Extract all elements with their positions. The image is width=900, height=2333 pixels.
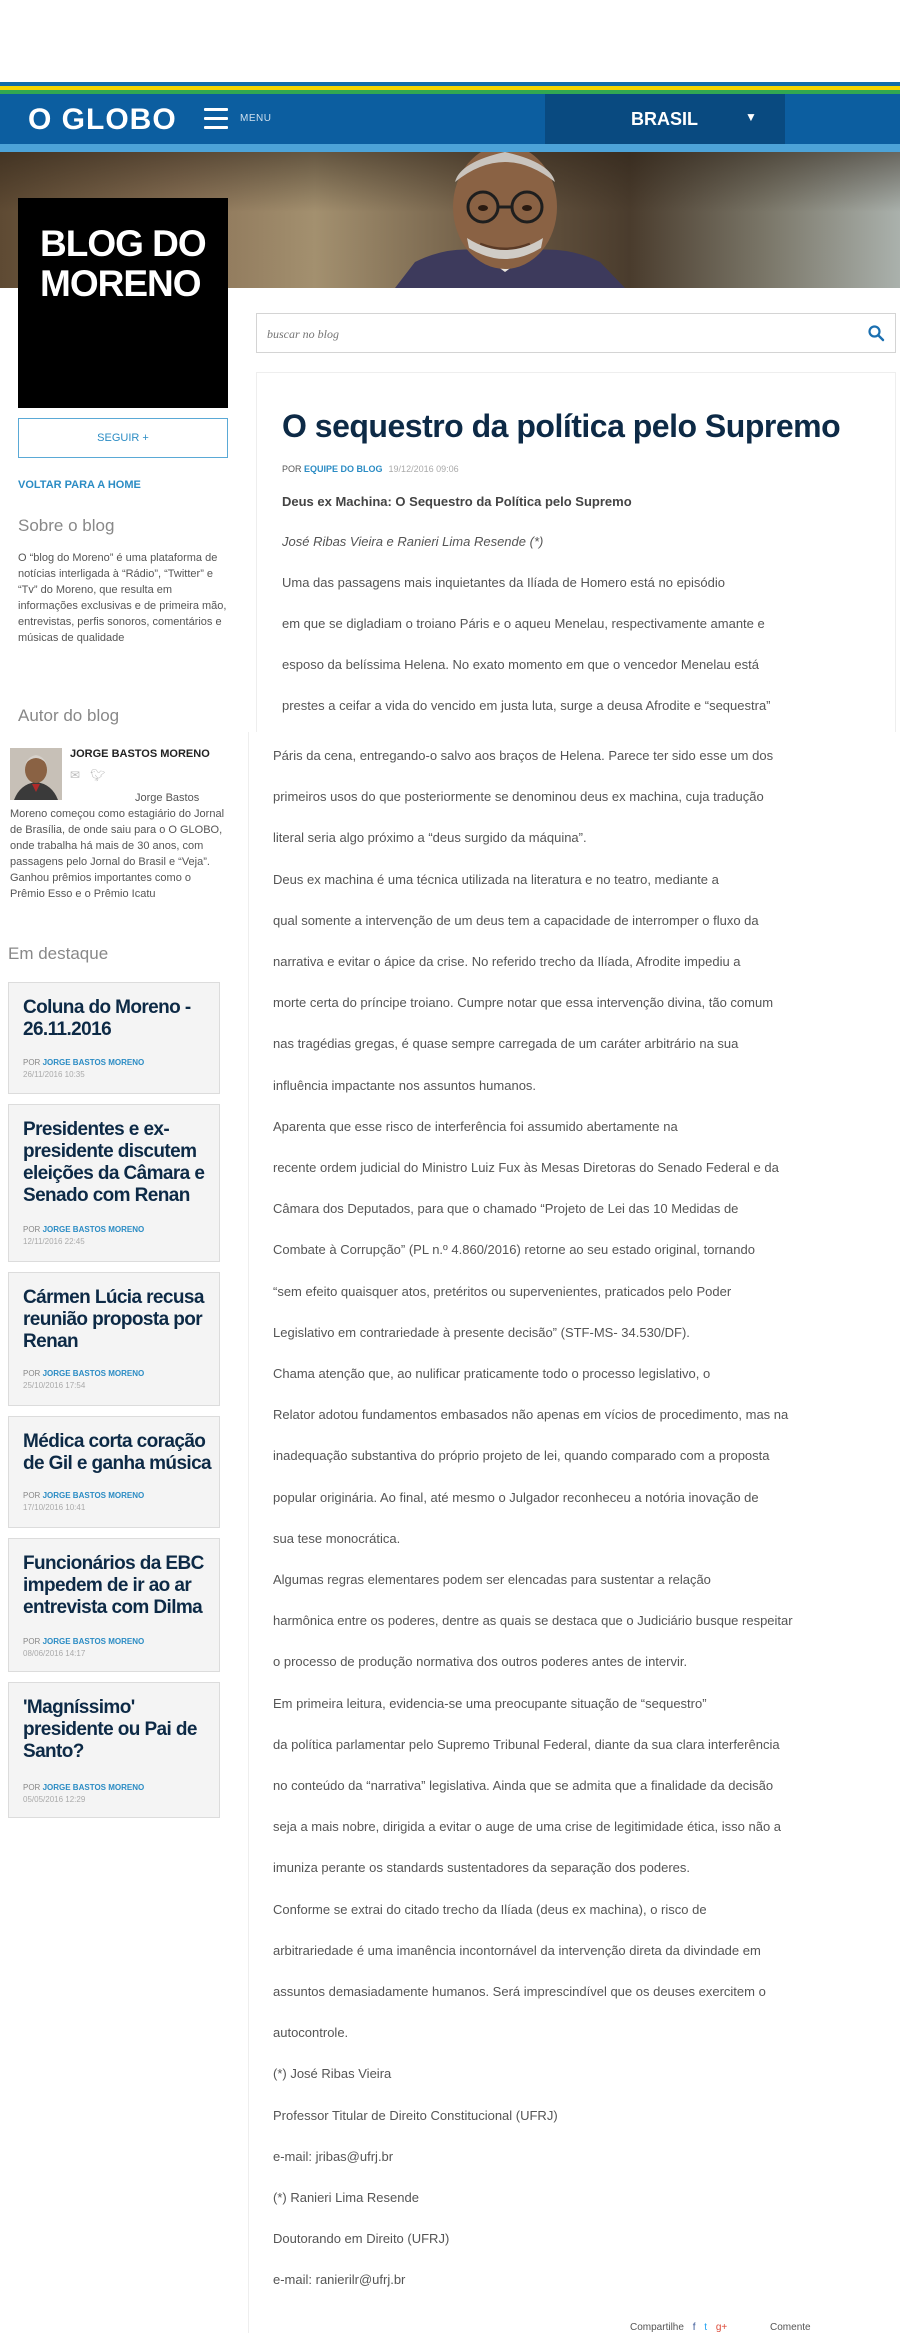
top-navigation-bar: [0, 94, 900, 144]
article-line: autocontrole.: [273, 2025, 349, 2041]
article-line: qual somente a intervenção de um deus tem a capacidade de interromper o fluxo da: [273, 912, 759, 928]
chevron-down-icon: ▼: [745, 110, 757, 124]
article-line: Combate à Corrupção” (PL n.º 4.860/2016) retorne ao seu estado original, tornando: [273, 1242, 755, 1258]
twitter-icon[interactable]: t: [704, 2322, 708, 2333]
article-line: Legislativo em contrariedade à presente decisão” (STF-MS- 34.530/DF).: [273, 1324, 690, 1340]
article-line: em que se digladiam o troiano Páris e o aqueu Menelau, respectivamente amante e: [282, 616, 765, 631]
article-subtitle: Deus ex Machina: O Sequestro da Política pelo Supremo: [282, 494, 632, 509]
featured-title[interactable]: Funcionários da EBC impedem de ir ao ar entrevista com Dilma: [23, 1553, 204, 1618]
oglobo-logo[interactable]: O GLOBO: [28, 103, 177, 136]
topbar-right-area: [785, 94, 900, 144]
featured-date: 17/10/2016 10:41: [23, 1503, 86, 1512]
article-line: literal seria algo próximo a “deus surgido da máquina”.: [273, 830, 587, 846]
article-line: “sem efeito quaisquer atos, pretéritos ou supervenientes, praticados pelo Poder: [273, 1283, 732, 1299]
back-home-link[interactable]: VOLTAR PARA A HOME: [18, 479, 141, 491]
search-input[interactable]: [267, 324, 847, 344]
article-line: primeiros usos do que posteriormente se denominou deus ex machina, cuja tradução: [273, 789, 764, 805]
menu-label[interactable]: MENU: [240, 113, 272, 124]
article-line: Professor Titular de Direito Constitucional (UFRJ): [273, 2107, 558, 2123]
featured-title[interactable]: Coluna do Moreno - 26.11.2016: [23, 997, 191, 1040]
article-line: Algumas regras elementares podem ser elencadas para sustentar a relação: [273, 1572, 711, 1587]
article-line: popular originária. Ao final, até mesmo o Julgador reconheceu a notória inovação de: [273, 1489, 759, 1505]
about-text: O “blog do Moreno” é uma plataforma de notícias interligada à “Rádio”, “Twitter” e “Tv” do Moreno, que resulta em informações exclusivas e de primeira mão, entrevistas, perfis sonoros, comentários e músicas de qualidade: [18, 552, 227, 644]
article-date: 19/12/2016 09:06: [388, 464, 459, 474]
article-line: imuniza perante os standards sustentadores da separação dos poderes.: [273, 1860, 690, 1876]
article-title: O sequestro da política pelo Supremo: [282, 408, 841, 444]
featured-card[interactable]: [8, 982, 220, 1094]
featured-date: 25/10/2016 17:54: [23, 1381, 86, 1390]
brand-stripes: [0, 82, 900, 94]
author-heading: Autor do blog: [18, 706, 120, 725]
author-name[interactable]: JORGE BASTOS MORENO: [70, 748, 210, 760]
article-line: narrativa e evitar o ápice da crise. No referido trecho da Ilíada, Afrodite impediu a: [273, 954, 741, 969]
featured-card[interactable]: [8, 1538, 220, 1672]
featured-title[interactable]: Médica corta coração de Gil e ganha música: [23, 1431, 212, 1474]
featured-card[interactable]: [8, 1104, 220, 1262]
about-heading: Sobre o blog: [18, 516, 115, 535]
article-line: Doutorando em Direito (UFRJ): [273, 2231, 450, 2247]
googleplus-icon[interactable]: g+: [715, 2322, 728, 2333]
featured-author: POR JORGE BASTOS MORENO: [23, 1369, 145, 1378]
article-line: (*) Ranieri Lima Resende: [273, 2190, 419, 2205]
share-bar: [630, 2322, 811, 2333]
comments-label[interactable]: Comente: [770, 2322, 811, 2333]
featured-title[interactable]: Presidentes e ex-presidente discutem eleições da Câmara e Senado com Renan: [23, 1119, 205, 1206]
article-line: sua tese monocrática.: [273, 1530, 401, 1546]
facebook-icon[interactable]: f: [692, 2322, 696, 2333]
article-line: o processo de produção normativa dos outros poderes antes de intervir.: [273, 1654, 688, 1670]
featured-author: POR JORGE BASTOS MORENO: [23, 1225, 145, 1234]
featured-date: 08/06/2016 14:17: [23, 1649, 86, 1658]
featured-card[interactable]: [8, 1272, 220, 1406]
article-line: Conforme se extrai do citado trecho da Ilíada (deus ex machina), o risco de: [273, 1901, 707, 1917]
share-label: Compartilhe: [630, 2322, 684, 2333]
article-line: Câmara dos Deputados, para que o chamado “Projeto de Lei das 10 Medidas de: [273, 1201, 739, 1217]
featured-author: POR JORGE BASTOS MORENO: [23, 1491, 145, 1500]
article-line: arbitrariedade é uma imanência incontornável da intervenção direta da divindade em: [273, 1942, 761, 1958]
article-authors: José Ribas Vieira e Ranieri Lima Resende (*): [282, 534, 544, 549]
article-line: Deus ex machina é uma técnica utilizada na literatura e no teatro, mediante a: [273, 871, 719, 887]
featured-author: POR JORGE BASTOS MORENO: [23, 1058, 145, 1067]
article-line: assuntos demasiadamente humanos. Será imprescindível que os deuses exercitem o: [273, 1984, 766, 1999]
featured-author: POR JORGE BASTOS MORENO: [23, 1783, 145, 1792]
blog-title: BLOG DO MORENO: [40, 223, 206, 304]
section-dropdown[interactable]: [545, 94, 785, 144]
featured-date: 26/11/2016 10:35: [23, 1070, 85, 1079]
blog-search-box: [256, 313, 896, 353]
search-icon[interactable]: [867, 324, 885, 342]
article-line: Uma das passagens mais inquietantes da Ilíada de Homero está no episódio: [282, 575, 725, 590]
article-line: (*) José Ribas Vieira: [273, 2066, 392, 2082]
featured-date: 05/05/2016 12:29: [23, 1795, 86, 1804]
featured-title[interactable]: 'Magníssimo' presidente ou Pai de Santo?: [23, 1697, 197, 1762]
article-line: Chama atenção que, ao nulificar praticamente todo o processo legislativo, o: [273, 1366, 711, 1381]
article-line: e-mail: jribas@ufrj.br: [273, 2148, 394, 2164]
article-line: da política parlamentar pelo Supremo Tribunal Federal, diante da sua clara interferência: [273, 1736, 780, 1752]
header-rule: [0, 144, 900, 152]
featured-date: 12/11/2016 22:45: [23, 1237, 85, 1246]
article-line: no conteúdo da “narrativa” legislativa. Ainda que se admita que a finalidade da decisão: [273, 1778, 774, 1793]
article-line: Em primeira leitura, evidencia-se uma preocupante situação de “sequestro”: [273, 1695, 707, 1711]
section-label: BRASIL: [631, 109, 698, 129]
article-line: harmônica entre os poderes, dentre as quais se destaca que o Judiciário busque respeitar: [273, 1613, 793, 1629]
featured-card[interactable]: [8, 1682, 220, 1818]
blog-title-badge[interactable]: [18, 198, 228, 408]
email-icon[interactable]: ✉: [70, 768, 81, 782]
article-line: prestes a ceifar a vida do vencido em justa luta, surge a deusa Afrodite e “sequestra”: [282, 698, 771, 713]
author-bio: Jorge Bastos Moreno começou como estagiário do Jornal de Brasília, de onde saiu para o O GLOBO, onde trabalha há mais de 30 anos, com passagens pelo Jornal do Brasil e “Veja”. Ganhou prêmios importantes como o Prêmio Esso e o Prêmio Icatu: [10, 792, 225, 900]
featured-title[interactable]: Cármen Lúcia recusa reunião proposta por Renan: [23, 1287, 204, 1352]
article-line: Relator adotou fundamentos embasados não apenas em vícios de procedimento, mas na: [273, 1407, 789, 1423]
article-author-link[interactable]: EQUIPE DO BLOG: [304, 464, 383, 474]
author-social-icons: [70, 768, 105, 782]
article-byline: POR EQUIPE DO BLOG 19/12/2016 09:06: [282, 464, 459, 474]
featured-author: POR JORGE BASTOS MORENO: [23, 1637, 145, 1646]
article-line: Páris da cena, entregando-o salvo aos braços de Helena. Parece ter sido esse um dos: [273, 748, 774, 763]
author-portrait-image: [355, 152, 655, 288]
article-line: recente ordem judicial do Ministro Luiz Fux às Mesas Diretoras do Senado Federal e da: [273, 1160, 779, 1175]
article-line: nas tragédias gregas, é quase sempre carregada de um caráter arbitrário na sua: [273, 1036, 739, 1052]
article-line: e-mail: ranierilr@ufrj.br: [273, 2272, 406, 2288]
article-line: influência impactante nos assuntos humanos.: [273, 1077, 537, 1093]
article-line: seja a mais nobre, dirigida a evitar o auge de uma crise de legitimidade ética, isso não a: [273, 1819, 782, 1835]
article-line: morte certa do príncipe troiano. Cumpre notar que essa intervenção divina, tão comum: [273, 995, 774, 1011]
article-line: inadequação substantiva do próprio projeto de lei, quando comparado com a proposta: [273, 1448, 770, 1464]
hamburger-menu-icon[interactable]: [204, 108, 228, 130]
article-line: esposo da belíssima Helena. No exato momento em que o vencedor Menelau está: [282, 657, 759, 672]
follow-button[interactable]: SEGUIR +: [18, 418, 228, 458]
article-line: Aparenta que esse risco de interferência foi assumido abertamente na: [273, 1118, 678, 1134]
featured-card[interactable]: [8, 1416, 220, 1528]
featured-heading: Em destaque: [8, 944, 109, 963]
twitter-icon[interactable]: 🐦︎: [90, 768, 106, 782]
